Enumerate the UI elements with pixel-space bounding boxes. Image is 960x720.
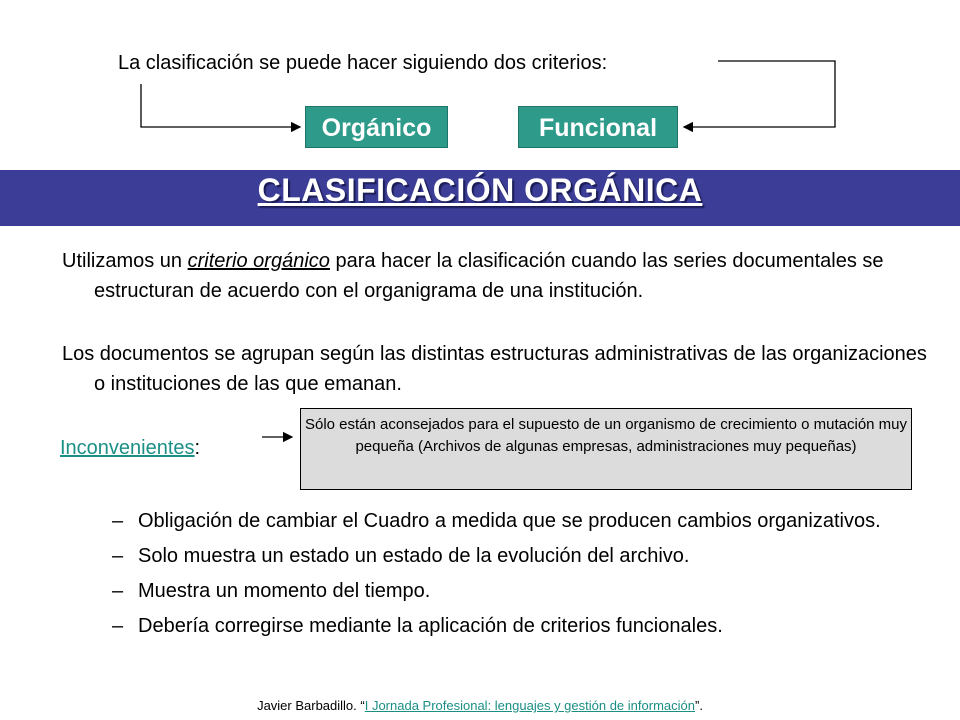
footer-link[interactable]: I Jornada Profesional: lenguajes y gestión de información [364, 698, 695, 713]
arrow-to-organico [141, 84, 300, 127]
list-item: – Muestra un momento del tiempo. [112, 580, 431, 602]
funcional-box: Funcional [518, 106, 678, 148]
list-item: – Obligación de cambiar el Cuadro a medida que se producen cambios organizativos. [112, 510, 881, 532]
paragraph-criterio-organico: Utilizamos un criterio orgánico para hacer la clasificación cuando las series documentales se estructuran de acuerdo con el organigrama de una institución. [62, 250, 884, 302]
emphasis-criterio-organico: criterio orgánico [187, 250, 330, 272]
inconvenientes-heading: Inconvenientes: [60, 437, 201, 459]
inconvenientes-label: Inconvenientes [60, 437, 195, 459]
list-item: – Solo muestra un estado un estado de la evolución del archivo. [112, 545, 690, 567]
note-box: Sólo están aconsejados para el supuesto de un organismo de crecimiento o mutación muy pequeña (Archivos de algunas empresas, administraciones muy pequeñas) [300, 408, 912, 490]
list-item: – Debería corregirse mediante la aplicación de criterios funcionales. [112, 615, 723, 637]
arrow-to-funcional [684, 61, 835, 127]
intro-text: La clasificación se puede hacer siguiendo dos criterios: [118, 52, 608, 74]
footer-citation: Javier Barbadillo. “I Jornada Profesional: lenguajes y gestión de información”. [257, 698, 703, 713]
paragraph-agrupacion: Los documentos se agrupan según las distintas estructuras administrativas de las organizaciones o instituciones de las que emanan. [62, 343, 927, 395]
page-title: CLASIFICACIÓN ORGÁNICA [257, 172, 703, 208]
organico-box: Orgánico [305, 106, 448, 148]
inconvenientes-list [112, 508, 912, 648]
